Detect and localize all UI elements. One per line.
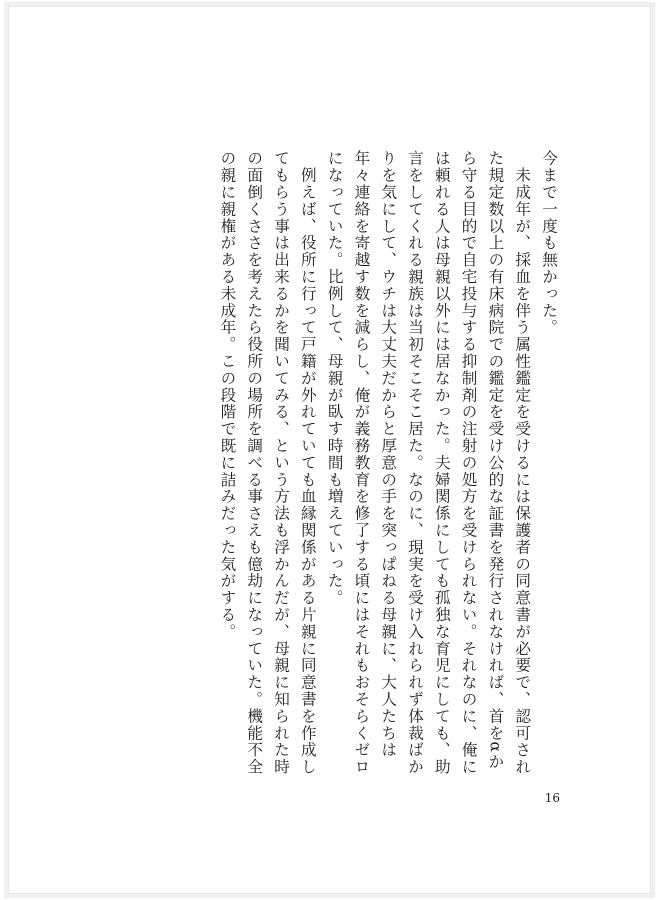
- page-number: 16: [544, 791, 560, 805]
- paragraph-1: 今まで一度も無かった。: [540, 150, 558, 336]
- book-page: [8, 6, 651, 894]
- paragraph-3: 例えば、役所に行って戸籍が外れていても血縁関係がある片親に同意書を作成してもらう事は出来るかを聞いてみる、という方法も浮かんだが、母親に知られた時の面倒くささを考えたら役所の場所を調べる事さえも億劫になっていた。機能不全の親に親権がある未成年。この段階で既に詰みだった気がする。: [218, 150, 317, 776]
- body-text: [214, 150, 562, 780]
- paragraph-2: 未成年が、採血を伴う属性鑑定を受けるには保護者の同意書が必要で、認可された規定数以上の有床病院での鑑定を受け公的な証書を発行されなければ、首をαから守る目的で自宅投与する抑制剤の注射の処方を受けられない。それなのに、俺には頼れる人は母親以外には居なかった。夫婦関係にしても孤独な育児にしても、助言をしてくれる親族は当初そこそこ居た。なのに、現実を受け入れられず体裁ばかりを気にして、ウチは大丈夫だからと厚意の手を突っぱねる母親に、大人たちは年々連絡を寄越す数を減らし、俺が義務教育を修了する頃にはそれもおそらくゼロになっていた。比例して、母親が臥す時間も増えていった。: [325, 150, 532, 776]
